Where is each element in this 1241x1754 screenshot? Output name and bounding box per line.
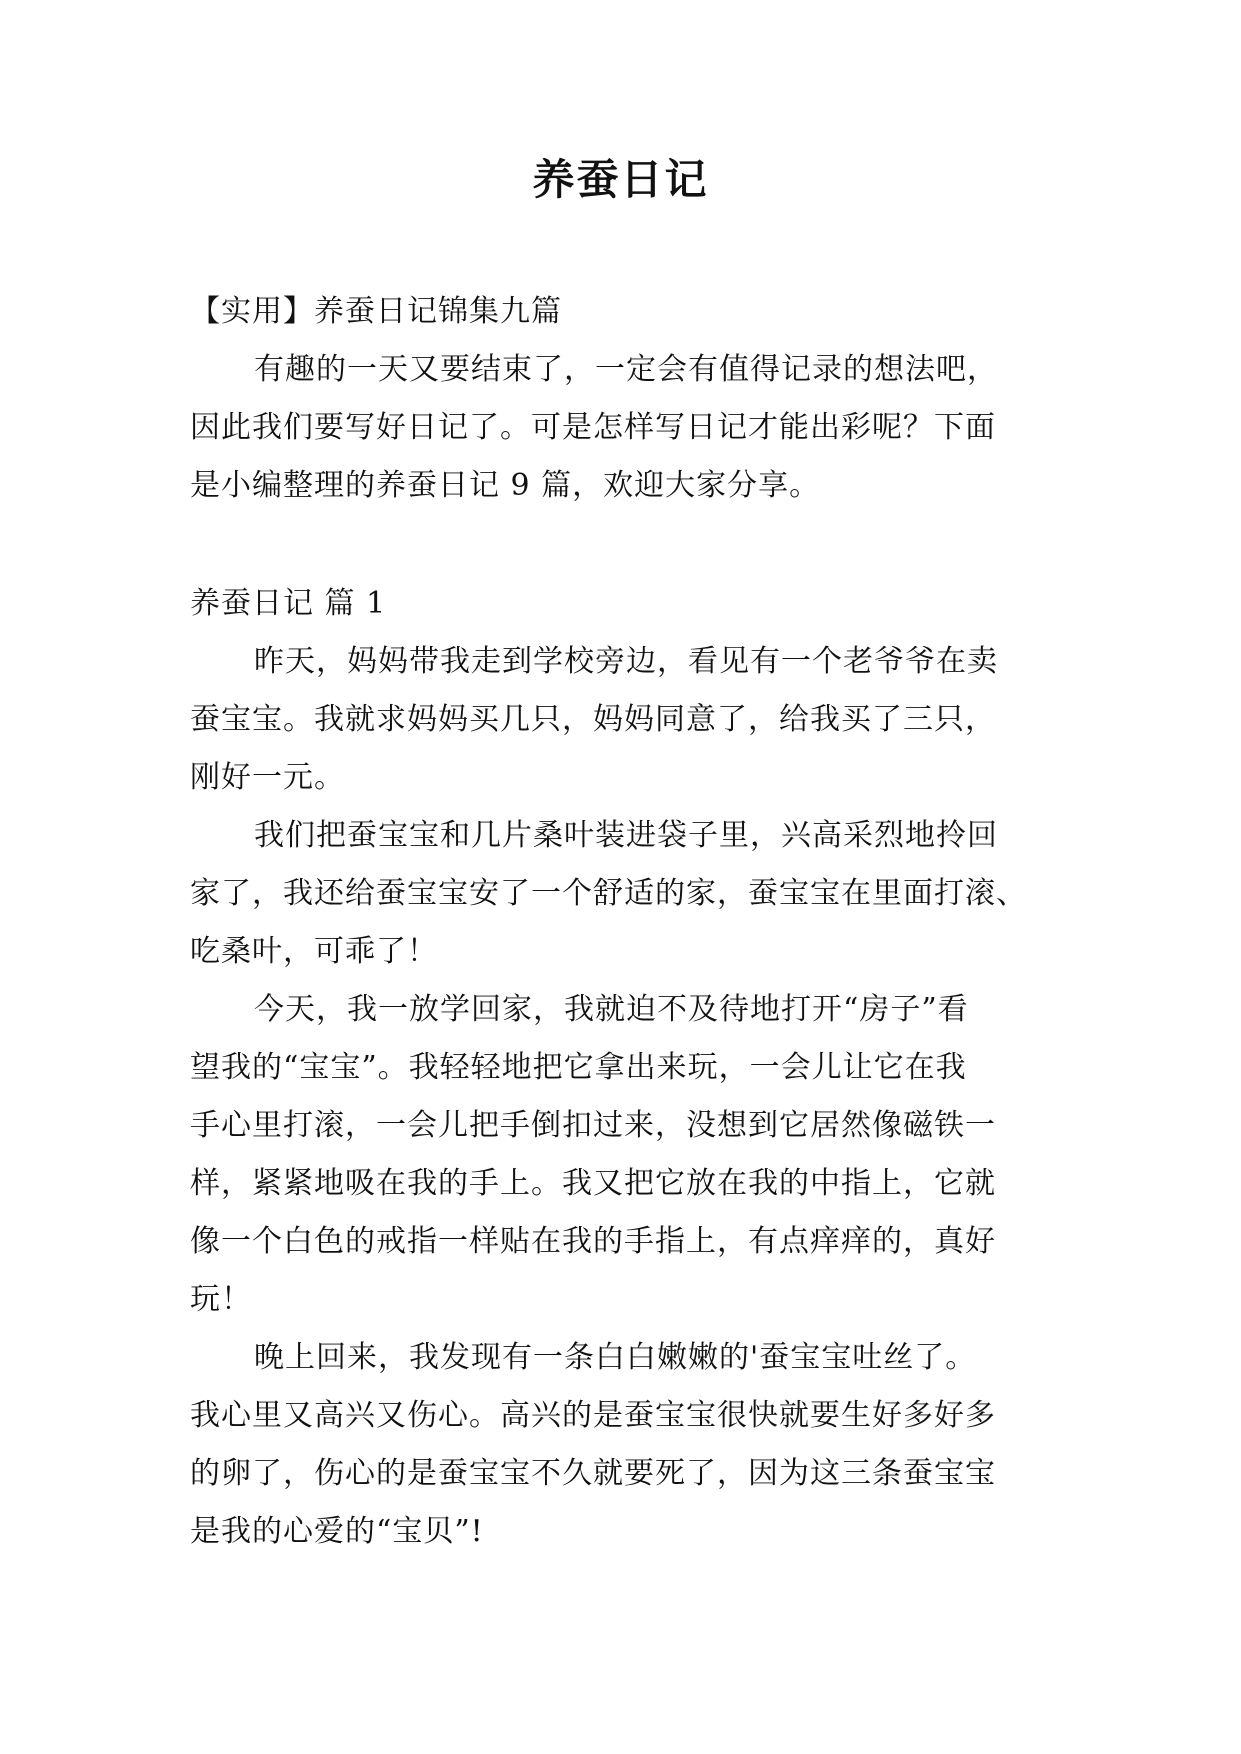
text-line: 昨天，妈妈带我走到学校旁边，看见有一个老爷爷在卖: [254, 644, 998, 679]
text-line: 蚕宝宝。我就求妈妈买几只，妈妈同意了，给我买了三只，: [190, 702, 996, 737]
text-line: 刚好一元。: [190, 760, 345, 795]
text-line: 【实用】养蚕日记锦集九篇: [190, 294, 562, 329]
text-line: 因此我们要写好日记了。可是怎样写日记才能出彩呢？下面: [190, 410, 996, 445]
text-line: 是我的心爱的“宝贝”!: [190, 1514, 484, 1549]
text-line: 我心里又高兴又伤心。高兴的是蚕宝宝很快就要生好多好多: [190, 1398, 996, 1433]
document-title: 养蚕日记: [532, 155, 709, 204]
text-line: 望我的“宝宝”。我轻轻地把它拿出来玩，一会儿让它在我: [190, 1050, 967, 1085]
text-line: 有趣的一天又要结束了，一定会有值得记录的想法吧，: [254, 352, 998, 387]
text-line: 像一个白色的戒指一样贴在我的手指上，有点痒痒的，真好: [190, 1224, 996, 1259]
text-line: 吃桑叶，可乖了！: [190, 934, 438, 969]
text-line: 晚上回来，我发现有一条白白嫩嫩的'蚕宝宝吐丝了。: [254, 1340, 977, 1375]
text-line: 家了，我还给蚕宝宝安了一个舒适的家，蚕宝宝在里面打滚、: [190, 876, 1027, 911]
document-body: [190, 283, 1050, 1561]
text-line: 是小编整理的养蚕日记 9 篇，欢迎大家分享。: [190, 468, 821, 503]
text-line: 我们把蚕宝宝和几片桑叶装进袋子里，兴高采烈地拎回: [254, 818, 998, 853]
text-line: 玩！: [190, 1282, 252, 1317]
text-line: 今天，我一放学回家，我就迫不及待地打开“房子”看: [254, 992, 969, 1027]
text-line: 样，紧紧地吸在我的手上。我又把它放在我的中指上，它就: [190, 1166, 996, 1201]
text-line: 养蚕日记 篇 1: [190, 586, 387, 621]
paragraph-gap: [190, 515, 1050, 575]
text-line: 手心里打滚，一会儿把手倒扣过来，没想到它居然像磁铁一: [190, 1108, 996, 1143]
text-line: 的卵了，伤心的是蚕宝宝不久就要死了，因为这三条蚕宝宝: [190, 1456, 996, 1491]
